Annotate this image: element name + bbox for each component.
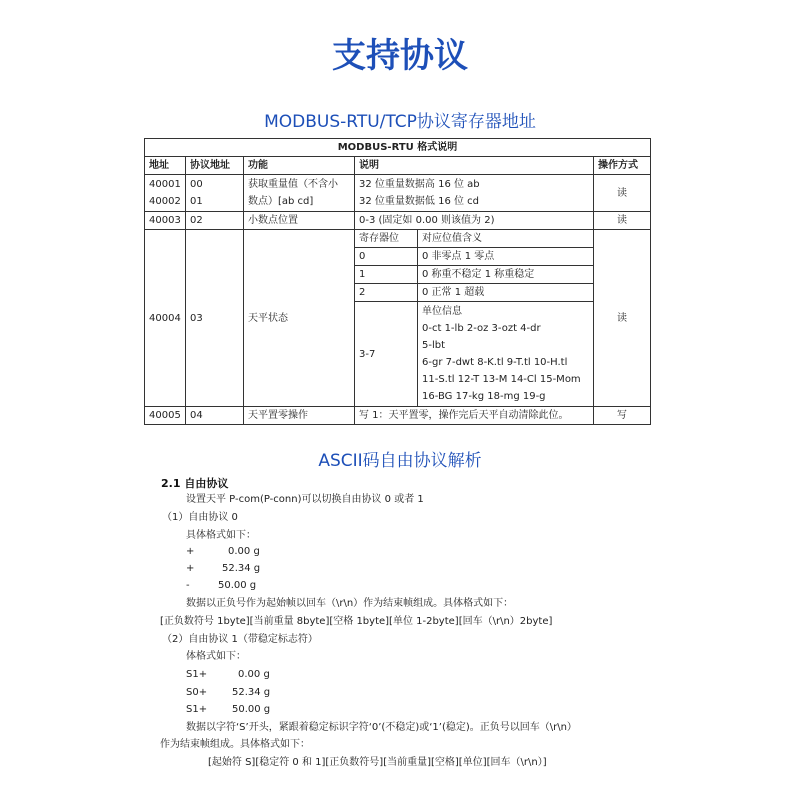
modbus-section-title: MODBUS-RTU/TCP协议寄存器地址 (264, 112, 536, 132)
bit-meaning: 0 正常 1 超载 (418, 284, 594, 302)
protocol0-structure: [正负数符号 1byte][当前重量 8byte][空格 1byte][单位 1-2byte][回车（\r\n）2byte] (160, 616, 553, 627)
header-operation: 操作方式 (594, 157, 651, 175)
protocol1-label: （2）自由协议 1（带稳定标志符） (162, 634, 318, 645)
function-text: 获取重量值（不含小 (248, 179, 338, 190)
unit-info (418, 302, 594, 407)
cell-protocol-address: 03 (186, 230, 244, 407)
table-row (145, 407, 651, 425)
cell-address: 40003 (145, 212, 186, 230)
bit-index: 2 (355, 284, 418, 302)
ascii-section-title: ASCII码自由协议解析 (318, 451, 482, 471)
bit-index: 3-7 (355, 302, 418, 407)
protocol0-format-label: 具体格式如下： (186, 530, 256, 541)
protocol0-label: （1）自由协议 0 (162, 512, 238, 523)
unit-line: 0-ct 1-lb 2-oz 3-ozt 4-dr (422, 323, 541, 334)
example-value: 0.00 g (238, 669, 270, 680)
cell-protocol-address: 02 (186, 212, 244, 230)
header-description: 说明 (355, 157, 594, 175)
bit-index: 0 (355, 248, 418, 266)
protocol1-description: 数据以字符‘S’开头，紧跟着稳定标识字符‘0’(不稳定)或‘1’(稳定)。正负号以回车（\r\n） (186, 722, 577, 733)
address-value: 40002 (149, 196, 181, 207)
table-caption: MODBUS-RTU 格式说明 (145, 139, 651, 157)
cell-protocol-address: 04 (186, 407, 244, 425)
header-function: 功能 (244, 157, 355, 175)
bit-meaning: 0 称重不稳定 1 称重稳定 (418, 266, 594, 284)
description-text: 32 位重量数据低 16 位 cd (359, 196, 480, 207)
protocol-value: 00 (190, 179, 203, 190)
bit-meaning: 0 非零点 1 零点 (418, 248, 594, 266)
intro-text: 设置天平 P-com(P-conn)可以切换自由协议 0 或者 1 (186, 494, 424, 505)
cell-function: 天平状态 (244, 230, 355, 407)
cell-operation: 读 (594, 230, 651, 407)
example-value: 52.34 g (232, 687, 271, 698)
protocol1-description-continued: 作为结束帧组成。具体格式如下： (160, 739, 310, 750)
cell-function: 天平置零操作 (244, 407, 355, 425)
cell-description (355, 175, 594, 212)
cell-operation: 读 (594, 175, 651, 212)
bit-index: 1 (355, 266, 418, 284)
protocol-value: 01 (190, 196, 203, 207)
protocol0-description: 数据以正负号作为起始帧以回车（\r\n）作为结束帧组成。具体格式如下： (186, 598, 514, 609)
example-value: 0.00 g (228, 546, 260, 557)
example-value: 50.00 g (232, 704, 271, 715)
example-prefix: S1+ (186, 669, 208, 680)
unit-info-title: 单位信息 (422, 306, 462, 317)
description-text: 32 位重量数据高 16 位 ab (359, 179, 480, 190)
example-sign: - (186, 580, 190, 591)
address-value: 40001 (149, 179, 181, 190)
header-address: 地址 (145, 157, 186, 175)
sub-header-register-bit: 寄存器位 (355, 230, 418, 248)
example-prefix: S1+ (186, 704, 208, 715)
cell-function: 小数点位置 (244, 212, 355, 230)
example-value: 50.00 g (218, 580, 257, 591)
example-sign: + (186, 563, 195, 574)
table-row (145, 230, 651, 248)
unit-line: 6-gr 7-dwt 8-K.tl 9-T.tl 10-H.tl (422, 357, 568, 368)
page-title: 支持协议 (332, 36, 468, 76)
header-protocol-address: 协议地址 (186, 157, 244, 175)
unit-line: 16-BG 17-kg 18-mg 19-g (422, 391, 546, 402)
cell-address: 40005 (145, 407, 186, 425)
modbus-register-table (144, 138, 651, 425)
example-prefix: S0+ (186, 687, 208, 698)
cell-description: 0-3 (固定如 0.00 则该值为 2) (355, 212, 594, 230)
cell-description: 写 1：天平置零，操作完后天平自动清除此位。 (355, 407, 594, 425)
unit-line: 5-lbt (422, 340, 446, 351)
protocol1-structure: [起始符 S][稳定符 0 和 1][正负数符号][当前重量][空格][单位][回车（\r\n）] (208, 757, 547, 768)
cell-function (244, 175, 355, 212)
table-header-row (145, 157, 651, 175)
cell-address: 40004 (145, 230, 186, 407)
cell-protocol-address (186, 175, 244, 212)
function-text: 数点）[ab cd] (248, 196, 314, 207)
example-sign: + (186, 546, 195, 557)
cell-operation: 读 (594, 212, 651, 230)
sub-header-bit-meaning: 对应位值含义 (418, 230, 594, 248)
protocol1-format-label: 体格式如下： (186, 651, 246, 662)
unit-line: 11-S.tl 12-T 13-M 14-Cl 15-Mom (422, 374, 581, 385)
table-row (145, 212, 651, 230)
table-row (145, 175, 651, 212)
free-protocol-heading: 2.1 自由协议 (161, 477, 229, 490)
example-value: 52.34 g (222, 563, 261, 574)
cell-address (145, 175, 186, 212)
cell-operation: 写 (594, 407, 651, 425)
